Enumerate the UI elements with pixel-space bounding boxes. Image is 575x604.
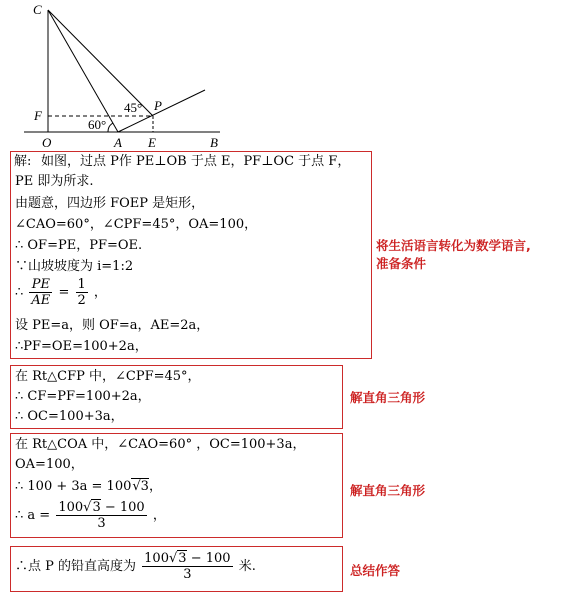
therefore-symbol: ∴ <box>15 285 24 300</box>
note-line-1: 将生活语言转化为数学语言, <box>376 238 531 253</box>
setup-line-9: ∴PF=OE=100+2a， <box>15 339 148 354</box>
fraction-denominator: 2 <box>77 293 86 308</box>
setup-fraction-line <box>15 277 107 308</box>
triangle-coa-box <box>10 433 343 538</box>
coa-line-3 <box>15 477 162 497</box>
label-f: F <box>34 108 42 123</box>
cfp-line-3: ∴ OC=100+3a， <box>15 409 124 424</box>
angle-45-label: 45° <box>124 100 143 115</box>
fraction-denominator: AE <box>31 293 51 308</box>
label-p: P <box>154 98 162 113</box>
fraction-numerator: PE <box>29 277 52 293</box>
note-solve-2: 解直角三角形 <box>350 483 426 498</box>
fraction-numerator: 100√3 − 100 <box>58 500 145 515</box>
unit-text: 米. <box>238 559 256 574</box>
setup-line-1: 如图，过点 P作 PE⊥OB 于点 E，PF⊥OC 于点 F， <box>41 154 351 169</box>
num-coefficient: 100 <box>58 500 84 515</box>
fraction-pe-ae <box>29 277 52 308</box>
label-c: C <box>33 2 42 17</box>
note-line-2: 准备条件 <box>376 256 427 271</box>
angle-60-label: 60° <box>88 117 107 132</box>
cfp-line-1: 在 Rt△CFP 中，∠CPF=45°， <box>15 369 201 384</box>
label-o: O <box>42 135 52 150</box>
cfp-line-2: ∴ CF=PF=100+2a， <box>15 389 151 404</box>
fraction-height <box>142 551 232 582</box>
label-e: E <box>148 135 156 150</box>
geometry-diagram <box>0 0 260 152</box>
radicand: 3 <box>178 551 187 566</box>
setup-line-2: PE 即为所求. <box>15 174 94 189</box>
setup-line-4: ∠CAO=60°，∠CPF=45°，OA=100， <box>15 217 258 232</box>
fraction-denominator: 3 <box>183 567 192 582</box>
a-equals: ∴ a = <box>15 508 51 523</box>
num-coefficient: 100 <box>144 551 169 566</box>
conclusion-text: ∴点 P 的铅直高度为 <box>15 559 137 574</box>
label-a: A <box>114 135 122 150</box>
fraction-denominator: 3 <box>97 516 106 531</box>
label-b: B <box>210 135 218 150</box>
num-minus: − 100 <box>186 551 231 566</box>
setup-line-8: 设 PE=a，则 OF=a，AE=2a， <box>15 318 210 333</box>
note-solve-1: 解直角三角形 <box>350 390 426 405</box>
coa-line-1: 在 Rt△COA 中，∠CAO=60° ，OC=100+3a， <box>15 437 306 452</box>
geometry-figure <box>0 0 260 152</box>
equation-left: ∴ 100 + 3a = 100 <box>15 479 132 494</box>
angle-arc-a <box>108 123 113 132</box>
fraction-numerator: 1 <box>77 277 86 292</box>
solution-label: 解: <box>14 154 32 169</box>
comma: ， <box>152 508 166 523</box>
sqrt-3: √3 <box>132 479 149 494</box>
fraction-one-half <box>76 277 88 308</box>
setup-line-3: 由题意，四边形 FOEP 是矩形， <box>15 196 205 211</box>
comma: ， <box>148 479 162 494</box>
equals-sign: = <box>58 285 70 300</box>
radicand: 3 <box>92 500 101 515</box>
coa-line-4 <box>15 500 166 531</box>
setup-line-6: ∵山坡坡度为 i=1:2 <box>15 259 134 274</box>
note-conclude: 总结作答 <box>350 563 401 578</box>
num-minus: − 100 <box>100 500 145 515</box>
conclusion-line <box>15 551 256 582</box>
note-translate <box>376 237 531 273</box>
setup-box <box>10 151 372 359</box>
radicand: 3 <box>140 479 149 494</box>
fraction-a-value <box>56 500 146 531</box>
coa-line-2: OA=100， <box>15 457 84 472</box>
triangle-cfp-box <box>10 365 343 429</box>
comma: ， <box>93 285 107 300</box>
line-ca <box>48 10 118 132</box>
conclusion-box <box>10 546 343 592</box>
setup-line-5: ∴ OF=PE，PF=OE. <box>15 238 143 253</box>
fraction-numerator: 100√3 − 100 <box>144 551 231 566</box>
